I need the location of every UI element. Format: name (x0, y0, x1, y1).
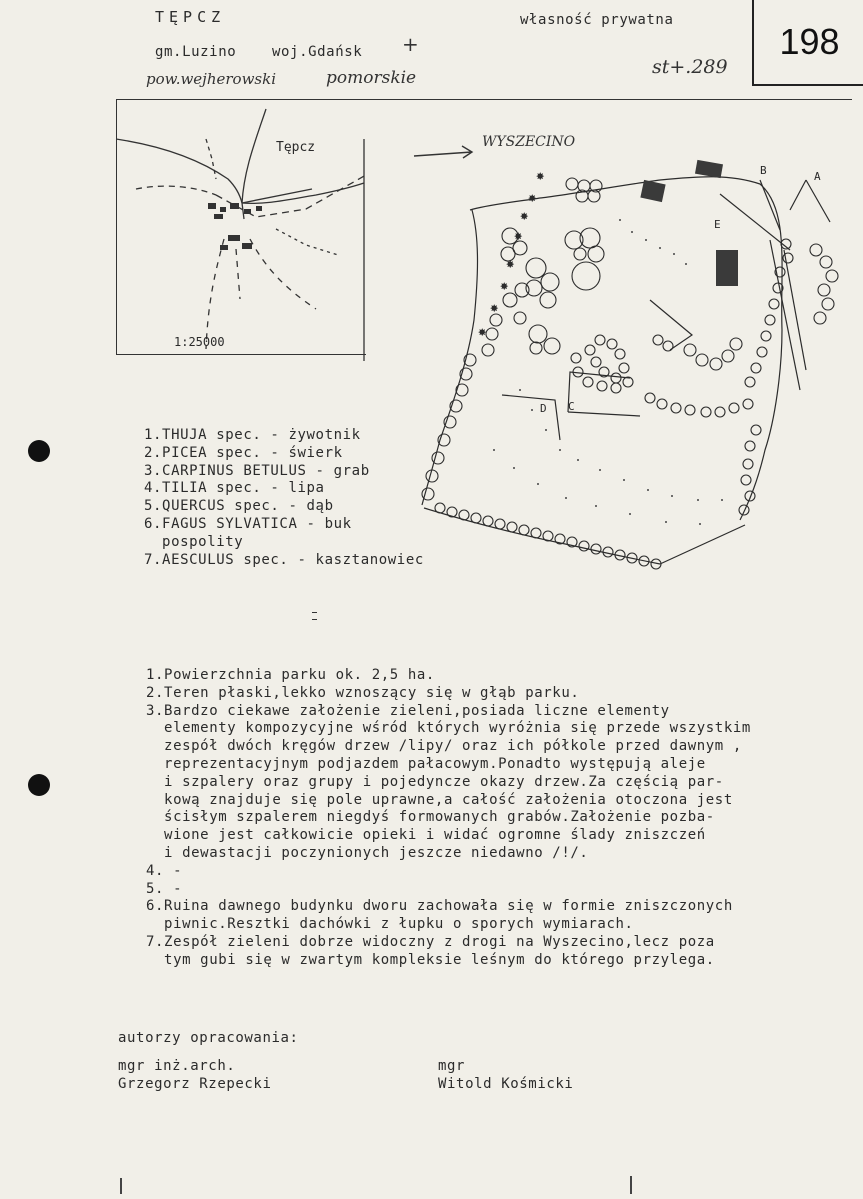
document-number-box: 198 (752, 0, 863, 86)
legend-item: 6.FAGUS SYLVATICA - buk (144, 515, 352, 532)
authors-heading: autorzy opracowania: (118, 1030, 299, 1046)
svg-text:✸: ✸ (490, 300, 499, 316)
plus-mark: + (402, 32, 419, 56)
svg-text:✸: ✸ (506, 256, 515, 272)
map-scale-label: 1:25000 (174, 335, 225, 349)
note-line: tym gubi się w zwartym kompleksie leśnym do którego przylega. (146, 951, 715, 968)
plan-marker-a: A (814, 170, 821, 183)
plan-marker-e: E (714, 218, 721, 231)
punch-hole (28, 440, 50, 462)
note-line: 2.Teren płaski,lekko wznoszący się w głąb parku. (146, 684, 580, 701)
place-name: TĘPCZ (155, 8, 226, 26)
edge-mark (120, 1178, 122, 1194)
map-place-label: Tępcz (276, 140, 316, 155)
voivodeship-label: woj.Gdańsk (272, 44, 363, 60)
margin-mark (312, 612, 317, 620)
note-line: 1.Powierzchnia parku ok. 2,5 ha. (146, 667, 435, 683)
svg-text:✸: ✸ (478, 324, 487, 340)
ownership-label: własność prywatna (520, 12, 674, 28)
legend-item: 7.AESCULUS spec. - kasztanowiec (144, 551, 424, 568)
plan-marker-d: D (540, 402, 547, 415)
note-line: i dewastacji poczynionych jeszcze niedawno /!/. (146, 844, 589, 861)
gmina-label: gm.Luzino (155, 44, 237, 60)
note-line: elementy kompozycyjne wśród których wyróżnia się przede wszystkim (146, 720, 751, 737)
note-line: ścisłym szpalerem niegdyś formowanych grabów.Założenie pozba- (146, 809, 715, 826)
note-line: 7.Zespół zieleni dobrze widoczny z drogi na Wyszecino,lecz poza (146, 933, 715, 950)
note-line: kową znajduje się pole uprawne,a całość założenia otoczona jest (146, 791, 733, 808)
note-line: 5. - (146, 880, 183, 897)
legend-item: 3.CARPINUS BETULUS - grab (144, 462, 370, 479)
edge-mark (630, 1176, 632, 1194)
note-line: wione jest całkowicie opieki i widać ogromne ślady zniszczeń (146, 827, 706, 844)
powiat-handwritten: pow.wejherowski (146, 70, 276, 88)
legend-item: pospolity (144, 533, 244, 550)
svg-text:✸: ✸ (528, 190, 537, 206)
plan-marker-c: C (568, 400, 575, 413)
note-line: reprezentacyjnym podjazdem pałacowym.Ponadto występują aleje (146, 755, 706, 772)
punch-hole (28, 774, 50, 796)
note-line: 6.Ruina dawnego budynku dworu zachowała się w formie zniszczonych (146, 898, 733, 915)
legend-item: 4.TILIA spec. - lipa (144, 480, 325, 497)
note-line: 3.Bardzo ciekawe założenie zieleni,posiada liczne elementy (146, 702, 670, 719)
legend-item: 1.THUJA spec. - żywotnik (144, 427, 361, 443)
author-left-name: Grzegorz Rzepecki (118, 1076, 272, 1092)
plan-marker-b: B (760, 164, 767, 177)
st-number-handwritten: st+.289 (652, 56, 728, 78)
species-legend (144, 427, 424, 569)
description-notes (146, 667, 856, 970)
note-line: i szpalery oraz grupy i pojedyncze okazy drzew.Za częścią par- (146, 773, 724, 790)
svg-text:✸: ✸ (520, 208, 529, 224)
location-map (116, 99, 376, 361)
note-line: zespół dwóch kręgów drzew /lipy/ oraz ich półkole przed dawnym , (146, 738, 742, 755)
svg-text:✸: ✸ (536, 168, 545, 184)
legend-item: 2.PICEA spec. - świerk (144, 444, 343, 461)
author-right-name: Witold Kośmicki (438, 1076, 574, 1092)
region-handwritten: pomorskie (326, 68, 417, 88)
park-plan (410, 150, 860, 580)
svg-text:✸: ✸ (500, 278, 509, 294)
author-left-title: mgr inż.arch. (118, 1058, 236, 1074)
direction-label: WYSZECINO (482, 134, 576, 150)
svg-text:✸: ✸ (514, 228, 523, 244)
author-right-title: mgr (438, 1058, 466, 1074)
note-line: piwnic.Resztki dachówki z łupku o sporych wymiarach. (146, 916, 634, 933)
note-line: 4. - (146, 862, 183, 879)
legend-item: 5.QUERCUS spec. - dąb (144, 498, 334, 515)
